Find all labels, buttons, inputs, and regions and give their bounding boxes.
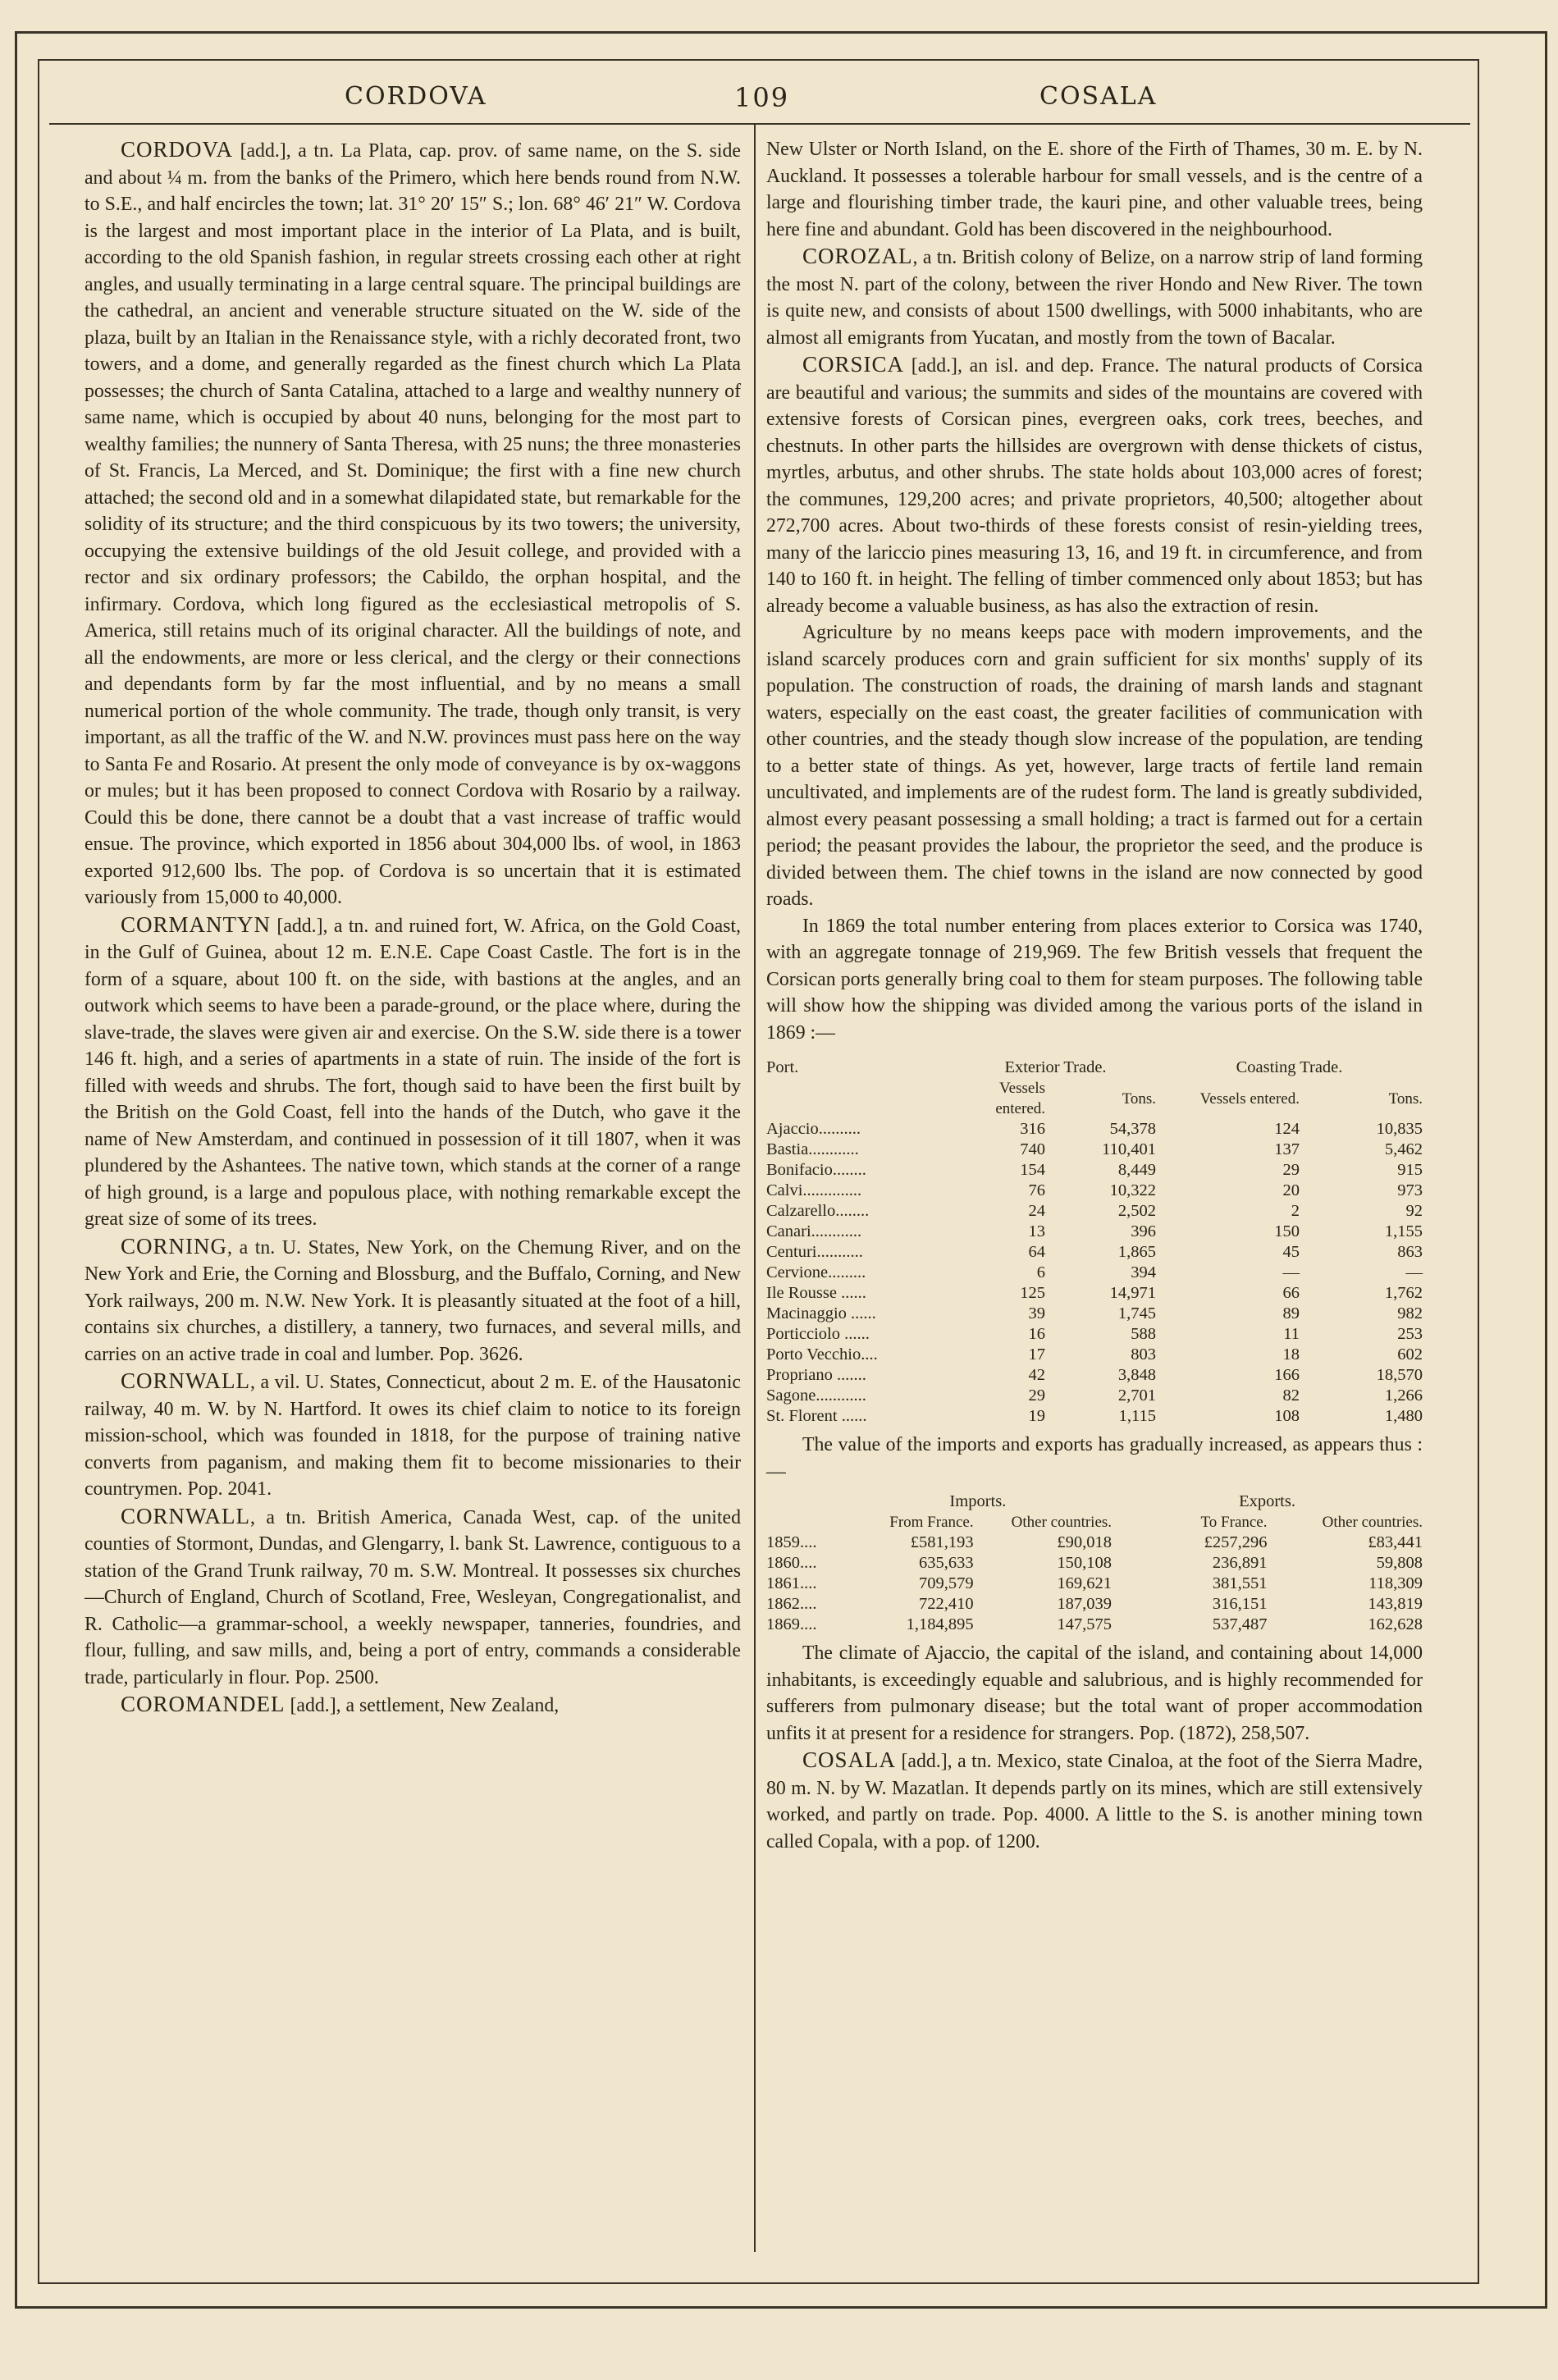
trade-table xyxy=(766,1491,1423,1635)
table-cell-year: 1869.... xyxy=(766,1615,817,1633)
table-cell-ct: 973 xyxy=(1397,1181,1423,1199)
entry-text: , a tn. British colony of Belize, on a narrow strip of land forming the most N. part of the colony, between the river Hondo and New River. The town is quite new, and consists of about 1500 dwellings, with 5000 inhabitants, who are almost all emigrants from Yucatan, and mostly from the town of Bacalar. xyxy=(766,247,1423,349)
shipping-table-row xyxy=(766,1345,1423,1365)
table-cell-port: Ajaccio.......... xyxy=(766,1120,861,1138)
table-cell-port: Bonifacio........ xyxy=(766,1161,866,1179)
sub-to-france-header: To France. xyxy=(1200,1514,1268,1531)
table-cell-port: Propriano ....... xyxy=(766,1366,866,1384)
table-cell-et: 54,378 xyxy=(1109,1120,1156,1138)
table-cell-imp_oth: £90,018 xyxy=(1057,1533,1113,1551)
table-cell-port: Calzarello........ xyxy=(766,1202,870,1220)
table-cell-ev: 19 xyxy=(1028,1407,1045,1425)
table-cell-ct: 92 xyxy=(1405,1202,1423,1220)
table-cell-et: 2,502 xyxy=(1117,1202,1156,1220)
table-cell-year: 1862.... xyxy=(766,1595,817,1613)
shipping-table-row xyxy=(766,1201,1423,1222)
table-cell-ct: 253 xyxy=(1397,1325,1423,1343)
table-cell-ct: 1,480 xyxy=(1384,1407,1423,1425)
entry-headword: CORNWALL xyxy=(121,1503,250,1528)
shipping-table-row xyxy=(766,1365,1423,1386)
table-cell-et: 803 xyxy=(1131,1345,1156,1364)
table-cell-cv: 166 xyxy=(1274,1366,1300,1384)
running-head-right: COSALA xyxy=(1039,82,1158,111)
table-cell-et: 10,322 xyxy=(1109,1181,1156,1199)
table-cell-year: 1859.... xyxy=(766,1533,817,1551)
table-cell-ct: 982 xyxy=(1397,1304,1423,1322)
table-cell-port: Cervione......... xyxy=(766,1263,866,1281)
header-rule xyxy=(49,123,1470,125)
table-cell-imp_oth: 187,039 xyxy=(1057,1595,1113,1613)
table-cell-cv: 18 xyxy=(1282,1345,1300,1364)
entry-headword: COSALA xyxy=(802,1747,897,1772)
sub-tons-header: Tons. xyxy=(1122,1090,1156,1108)
corsica-shipping-intro: In 1869 the total number entering from places exterior to Corsica was 1740, with an aggregate tonnage of 219,969. The few British vessels that frequent the Corsican ports generally bring coal to them for steam purposes. The following table will show how the shipping was divided among the various ports of the island in 1869 :— xyxy=(766,915,1423,1044)
col-exterior-header: Exterior Trade. xyxy=(1004,1058,1107,1076)
table-cell-port: Canari............ xyxy=(766,1222,862,1240)
table-cell-et: 3,848 xyxy=(1117,1366,1156,1384)
shipping-table-row xyxy=(766,1242,1423,1263)
entry-text: [add.], a tn. and ruined fort, W. Africa, on the Gold Coast, in the Gulf of Guinea, about 12 m. E.N.E. Cape Coast Castle. The fort is in the form of a square, about 100 ft. on the side, with bastions at the angles, and an outwork which seems to have been a parade-ground, or the place where, during the slave-trade, the slaves were given air and exercise. On the S.W. side there is a tower 146 ft. high, and a series of apartments in a state of ruin. The inside of the fort is filled with weeds and shrubs. The fort, though said to have been the first built by the British on the Gold Coast, fell into the hands of the Dutch, who gave it the name of New Amsterdam, and continued in possession of it till 1807, when it was plundered by the Ashantees. The native town, which stands at the corner of a range of high ground, is a large and populous place, with nothing remarkable except the great size of some of its trees. xyxy=(85,915,741,1230)
table-cell-imp_fr: 722,410 xyxy=(919,1595,974,1613)
table-cell-exp_oth: 59,808 xyxy=(1376,1554,1423,1572)
shipping-table-row xyxy=(766,1304,1423,1324)
table-cell-et: 1,745 xyxy=(1117,1304,1156,1322)
column-divider xyxy=(754,123,756,2252)
sub-vessels-header: Vessels entered. xyxy=(995,1080,1045,1117)
entry-corsica xyxy=(766,351,1423,619)
table-cell-ev: 316 xyxy=(1020,1120,1045,1138)
corsica-agriculture: Agriculture by no means keeps pace with modern improvements, and the island scarcely produces corn and grain sufficient for six months' supply of its population. The construction of roads, the draining of marsh lands and stagnant waters, especially on the east coast, the greater facilities of communication with other countries, and the steady though slow increase of the population, are tending to a better state of things. As yet, however, large tracts of fertile land remain uncultivated, and implements are of the rudest form. The land is greatly subdivided, almost every peasant possessing a small holding; a tract is farmed out for a certain period; the peasant provides the labour, the proprietor the seed, and the produce is divided between them. The chief towns in the island are now connected by good roads. xyxy=(766,622,1423,910)
table-cell-exp_fr: 537,487 xyxy=(1212,1615,1268,1633)
trade-table-row xyxy=(766,1533,1423,1553)
table-cell-cv: 89 xyxy=(1282,1304,1300,1322)
table-cell-imp_oth: 150,108 xyxy=(1057,1554,1113,1572)
entry-text: [add.], a settlement, New Zealand, xyxy=(285,1695,560,1716)
table-cell-cv: 2 xyxy=(1291,1202,1300,1220)
table-cell-port: Calvi.............. xyxy=(766,1181,862,1199)
entry-headword: CORNWALL xyxy=(121,1368,250,1393)
shipping-table-row xyxy=(766,1263,1423,1283)
table-cell-cv: 150 xyxy=(1274,1222,1300,1240)
shipping-table-row xyxy=(766,1160,1423,1181)
table-cell-ct: 1,155 xyxy=(1384,1222,1423,1240)
table-cell-port: Macinaggio ...... xyxy=(766,1304,876,1322)
table-cell-imp_fr: 709,579 xyxy=(919,1574,974,1592)
table-cell-year: 1861.... xyxy=(766,1574,817,1592)
table-cell-exp_fr: £257,296 xyxy=(1204,1533,1268,1551)
entry-cosala xyxy=(766,1747,1423,1855)
table-cell-port: Porticciolo ...... xyxy=(766,1325,870,1343)
table-cell-ev: 16 xyxy=(1028,1325,1045,1343)
shipping-table-row xyxy=(766,1406,1423,1427)
table-cell-ct: 5,462 xyxy=(1384,1140,1423,1158)
table-cell-ev: 76 xyxy=(1028,1181,1045,1199)
table-cell-port: Centuri........... xyxy=(766,1243,863,1261)
table-cell-exp_fr: 381,551 xyxy=(1212,1574,1268,1592)
table-cell-exp_fr: 316,151 xyxy=(1212,1595,1268,1613)
table-cell-ev: 13 xyxy=(1028,1222,1045,1240)
table-cell-imp_fr: 635,633 xyxy=(919,1554,974,1572)
table-cell-ct: — xyxy=(1405,1263,1423,1281)
table-cell-et: 8,449 xyxy=(1117,1161,1156,1179)
entry-headword: COROZAL xyxy=(802,244,913,268)
table-cell-ev: 39 xyxy=(1028,1304,1045,1322)
trade-table-sub-header xyxy=(766,1512,1423,1533)
table-cell-ct: 1,266 xyxy=(1384,1386,1423,1405)
table-cell-cv: 11 xyxy=(1283,1325,1300,1343)
entry-headword: CORNING xyxy=(121,1233,228,1259)
col-coasting-header: Coasting Trade. xyxy=(1236,1058,1343,1076)
entry-headword: COROMANDEL xyxy=(121,1692,286,1716)
entry-cormantyn xyxy=(85,911,741,1233)
sub-other-imports-header: Other countries. xyxy=(1011,1514,1113,1531)
table-cell-ct: 602 xyxy=(1397,1345,1423,1364)
table-cell-port: St. Florent ...... xyxy=(766,1407,867,1425)
entry-corning xyxy=(85,1233,741,1368)
sub-vessels-header: Vessels entered. xyxy=(1199,1090,1300,1108)
corsica-trade-intro: The value of the imports and exports has gradually increased, as appears thus :— xyxy=(766,1434,1423,1482)
page-number: 109 xyxy=(734,82,790,113)
trade-table-row xyxy=(766,1553,1423,1574)
entry-corozal xyxy=(766,243,1423,351)
shipping-table-row xyxy=(766,1386,1423,1406)
table-cell-cv: 20 xyxy=(1282,1181,1300,1199)
right-column xyxy=(766,136,1423,1855)
table-cell-exp_oth: 162,628 xyxy=(1368,1615,1423,1633)
corsica-climate: The climate of Ajaccio, the capital of the island, and containing about 14,000 inhabitants, is exceedingly equable and salubrious, and is highly recommended for sufferers from pulmonary disease; but the total want of proper accommodation unfits it at present for a residence for strangers. Pop. (1872), 258,507. xyxy=(766,1642,1423,1744)
sub-tons-header: Tons. xyxy=(1388,1090,1423,1108)
table-cell-cv: 137 xyxy=(1274,1140,1300,1158)
table-cell-exp_fr: 236,891 xyxy=(1212,1554,1268,1572)
entry-text: [add.], a tn. La Plata, cap. prov. of same name, on the S. side and about ¼ m. from the banks of the Primero, which here bends round from N.W. to S.E., and half encircles the town; lat. 31° 20′ 15″ S.; lon. 68° 46′ 21″ W. Cordova is the largest and most important place in the interior of La Plata, and is built, according to the old Spanish fashion, in regular streets crossing each other at right angles, and usually terminating in a large central square. The principal buildings are the cathedral, an ancient and venerable structure situated on the W. side of the plaza, built by an Italian in the Renaissance style, with a richly decorated front, two towers, and a dome, and generally regarded as the finest church which La Plata possesses; the church of Santa Catalina, attached to a large and wealthy nunnery of same name, which is occupied by about 40 nuns, belonging for the most part to wealthy families; the nunnery of Santa Theresa, with 25 nuns; the three monasteries of St. Francis, La Merced, and St. Dominique; the first with a fine new church attached; the second old and in a somewhat dilapidated state, but remarkable for the solidity of its structure; and the third conspicuous by its two towers; the university, occupying the extensive buildings of the old Jesuit college, and provided with a rector and six ordinary professors; the Cabildo, the orphan hospital, and the infirmary. Cordova, which long figured as the ecclesiastical metropolis of S. America, still retains much of its original character. All the buildings of note, and all the endowments, are more or less clerical, and the clergy or their connections and dependants form by far the most influential, and by no means a small numerical portion of the whole community. The trade, though only transit, is very important, as all the traffic of the W. and N.W. provinces must pass here on the way to Santa Fe and Rosario. At present the only mode of conveyance is by ox-waggons or mules; but it has been proposed to connect Cordova with Rosario by a railway. Could this be done, there cannot be a doubt that a vast increase of traffic would ensue. The province, which exported in 1856 about 304,000 lbs. of wool, in 1863 exported 912,600 lbs. The pop. of Cordova is so uncertain that it is estimated variously from 15,000 to 40,000. xyxy=(85,140,741,908)
entry-cordova xyxy=(85,136,741,911)
sub-other-exports-header: Other countries. xyxy=(1322,1514,1423,1531)
table-cell-ev: 17 xyxy=(1028,1345,1045,1364)
shipping-table-row xyxy=(766,1283,1423,1304)
table-cell-cv: 124 xyxy=(1274,1120,1300,1138)
table-cell-imp_fr: £581,193 xyxy=(910,1533,974,1551)
trade-table-row xyxy=(766,1594,1423,1615)
table-cell-ev: 64 xyxy=(1028,1243,1045,1261)
entry-cornwall-connecticut xyxy=(85,1368,741,1503)
entry-headword: CORSICA xyxy=(802,352,905,377)
table-cell-ev: 6 xyxy=(1036,1263,1045,1281)
table-cell-imp_fr: 1,184,895 xyxy=(906,1615,974,1633)
table-cell-et: 396 xyxy=(1131,1222,1156,1240)
shipping-table-row xyxy=(766,1140,1423,1160)
entry-coromandel xyxy=(85,1691,741,1720)
table-cell-exp_oth: £83,441 xyxy=(1368,1533,1423,1551)
table-cell-ct: 863 xyxy=(1397,1243,1423,1261)
table-cell-imp_oth: 169,621 xyxy=(1057,1574,1113,1592)
col-imports-header: Imports. xyxy=(949,1492,1007,1510)
trade-table-row xyxy=(766,1615,1423,1635)
table-cell-et: 588 xyxy=(1131,1325,1156,1343)
table-cell-cv: 66 xyxy=(1282,1284,1300,1302)
table-cell-et: 394 xyxy=(1131,1263,1156,1281)
table-cell-cv: 29 xyxy=(1282,1161,1300,1179)
table-cell-exp_oth: 143,819 xyxy=(1368,1595,1423,1613)
shipping-table-body xyxy=(766,1119,1423,1427)
table-cell-port: Bastia............ xyxy=(766,1140,859,1158)
entry-headword: CORMANTYN xyxy=(121,911,272,937)
table-cell-ct: 18,570 xyxy=(1376,1366,1423,1384)
coromandel-continuation: New Ulster or North Island, on the E. shore of the Firth of Thames, 30 m. E. by N. Auckland. It possesses a tolerable harbour for small vessels, and is the centre of a large and flourishing timber trade, the kauri pine, and other valuable trees, being here fine and abundant. Gold has been discovered in the neighbourhood. xyxy=(766,139,1423,240)
shipping-table xyxy=(766,1058,1423,1427)
col-port-header: Port. xyxy=(766,1058,799,1076)
shipping-table-sub-header xyxy=(766,1078,1423,1119)
col-exports-header: Exports. xyxy=(1239,1492,1295,1510)
entry-cornwall-canada xyxy=(85,1503,741,1692)
table-cell-cv: 82 xyxy=(1282,1386,1300,1405)
table-cell-et: 1,115 xyxy=(1118,1407,1156,1425)
trade-table-group-header xyxy=(766,1491,1423,1512)
table-cell-et: 2,701 xyxy=(1117,1386,1156,1405)
table-cell-year: 1860.... xyxy=(766,1554,817,1572)
left-column xyxy=(85,136,741,1720)
entry-text: [add.], an isl. and dep. France. The natural products of Corsica are beautiful and various; the summits and sides of the mountains are covered with extensive forests of Corsican pines, evergreen oaks, cork trees, beeches, and chestnuts. In other parts the hillsides are overgrown with dense thickets of cistus, myrtles, arbutus, and other shrubs. The state holds about 103,000 acres of forest; the communes, 129,200 acres; and private proprietors, 40,500; altogether about 272,700 acres. About two-thirds of these forests consist of resin-yielding trees, many of the lariccio pines measuring 13, 16, and 19 ft. in circumference, and from 140 to 160 ft. in height. The felling of timber commenced only about 1853; but has already become a valuable business, as has also the extraction of resin. xyxy=(766,355,1423,617)
shipping-table-row xyxy=(766,1324,1423,1345)
table-cell-cv: — xyxy=(1282,1263,1300,1281)
table-cell-ev: 125 xyxy=(1020,1284,1045,1302)
table-cell-et: 110,401 xyxy=(1102,1140,1156,1158)
table-cell-ct: 1,762 xyxy=(1384,1284,1423,1302)
entry-text: [add.], a tn. Mexico, state Cinaloa, at the foot of the Sierra Madre, 80 m. N. by W. Mazatlan. It depends partly on its mines, which are still extensively worked, and partly on trade. Pop. 4000. A little to the S. is another mining town called Copala, with a pop. of 1200. xyxy=(766,1751,1423,1852)
table-cell-cv: 108 xyxy=(1274,1407,1300,1425)
entry-text: , a vil. U. States, Connecticut, about 2 m. E. of the Hausatonic railway, 40 m. W. by N. Hartford. It owes its chief claim to notice to its foreign mission-school, which was founded in 1818, for the purpose of training native converts from paganism, and making them fit to become missionaries to their countrymen. Pop. 2041. xyxy=(85,1372,741,1500)
table-cell-et: 14,971 xyxy=(1109,1284,1156,1302)
table-cell-ct: 915 xyxy=(1397,1161,1423,1179)
table-cell-ct: 10,835 xyxy=(1376,1120,1423,1138)
sub-from-france-header: From France. xyxy=(889,1514,974,1531)
table-cell-ev: 740 xyxy=(1020,1140,1045,1158)
table-cell-imp_oth: 147,575 xyxy=(1057,1615,1113,1633)
trade-table-row xyxy=(766,1574,1423,1594)
table-cell-ev: 42 xyxy=(1028,1366,1045,1384)
shipping-table-row xyxy=(766,1222,1423,1242)
entry-headword: CORDOVA xyxy=(121,137,234,162)
shipping-table-row xyxy=(766,1119,1423,1140)
table-cell-exp_oth: 118,309 xyxy=(1368,1574,1423,1592)
running-head-left: CORDOVA xyxy=(345,82,487,111)
table-cell-ev: 29 xyxy=(1028,1386,1045,1405)
table-cell-port: Sagone............ xyxy=(766,1386,866,1405)
table-cell-port: Ile Rousse ...... xyxy=(766,1284,866,1302)
table-cell-cv: 45 xyxy=(1282,1243,1300,1261)
shipping-table-group-header xyxy=(766,1058,1423,1078)
entry-text: , a tn. U. States, New York, on the Chemung River, and on the New York and Erie, the Corning and Blossburg, and the Buffalo, Corning, and New York railways, 200 m. N.W. New York. It is pleasantly situated at the foot of a hill, contains six churches, a distillery, a tannery, two furnaces, and several mills, and carries on an active trade in coal and lumber. Pop. 3626. xyxy=(85,1236,741,1365)
trade-table-body xyxy=(766,1533,1423,1635)
table-cell-port: Porto Vecchio.... xyxy=(766,1345,878,1364)
entry-text: , a tn. British America, Canada West, cap. of the united counties of Stormont, Dundas, and Glengarry, l. bank St. Lawrence, contiguous to a station of the Grand Trunk railway, 70 m. S.W. Montreal. It possesses six churches—Church of England, Church of Scotland, Free, Wesleyan, Congregationalist, and R. Catholic—a grammar-school, a weekly newspaper, tanneries, foundries, and flour, fulling, and saw mills, and, being a port of entry, commands a considerable trade, particularly in flour. Pop. 2500. xyxy=(85,1506,741,1688)
table-cell-et: 1,865 xyxy=(1117,1243,1156,1261)
shipping-table-row xyxy=(766,1181,1423,1201)
table-cell-ev: 24 xyxy=(1028,1202,1045,1220)
table-cell-ev: 154 xyxy=(1020,1161,1045,1179)
